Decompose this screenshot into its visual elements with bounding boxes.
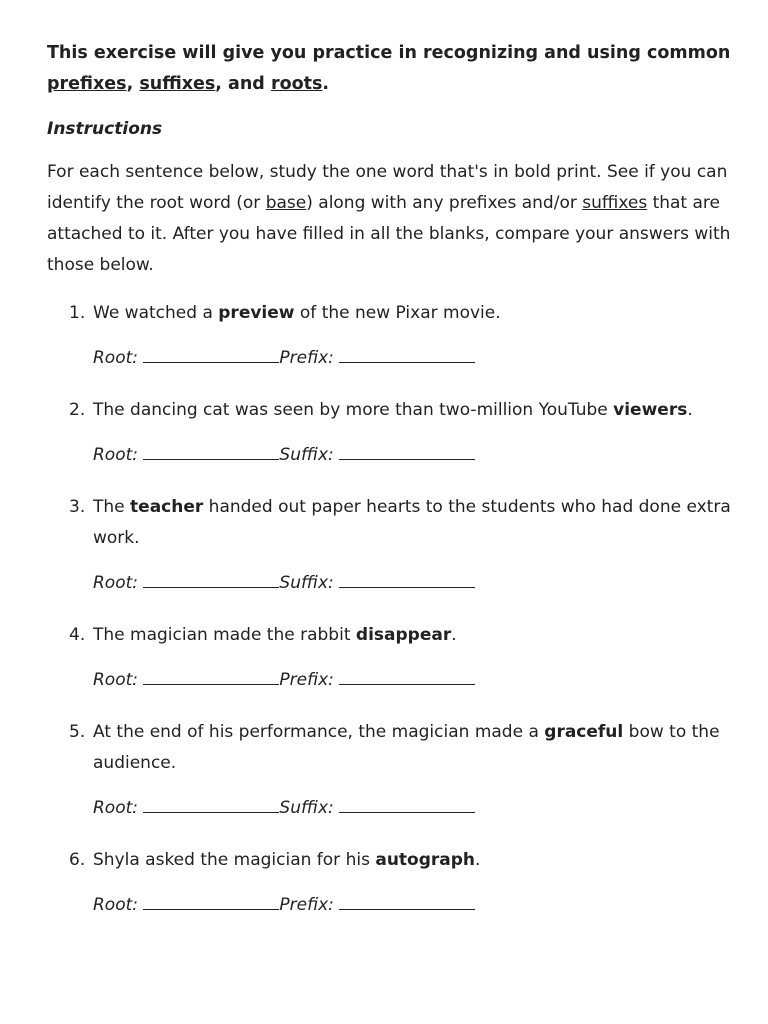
sentence-text-end: . [451, 625, 457, 645]
item-number: 2. [69, 400, 86, 420]
item-sentence [93, 298, 737, 329]
sentence-text-end: . [475, 850, 481, 870]
suffix-label: Suffix: [279, 573, 334, 593]
answer-line [93, 443, 737, 467]
root-label: Root: [93, 895, 139, 915]
sentence-text: At the end of his performance, the magician made a [93, 722, 545, 742]
suffixes-link-2[interactable]: suffixes [582, 193, 648, 213]
instructions-heading: Instructions [47, 119, 163, 139]
root-label: Root: [93, 445, 139, 465]
root-blank[interactable] [143, 796, 279, 813]
item-sentence [93, 845, 737, 876]
suffix-blank[interactable] [339, 796, 475, 813]
item-sentence [93, 492, 737, 554]
answer-line [93, 571, 737, 595]
root-label: Root: [93, 573, 139, 593]
intro-text: This exercise will give you practice in recognizing and using common [47, 43, 731, 63]
sentence-text: We watched a [93, 303, 219, 323]
prefixes-link[interactable]: prefixes [47, 74, 127, 94]
suffix-blank[interactable] [339, 443, 475, 460]
prefix-label: Prefix: [279, 670, 334, 690]
exercise-list [47, 298, 737, 917]
item-sentence [93, 717, 737, 779]
sentence-text: Shyla asked the magician for his [93, 850, 376, 870]
prefix-blank[interactable] [339, 893, 475, 910]
prefix-blank[interactable] [339, 668, 475, 685]
worksheet-page [47, 38, 737, 942]
root-blank[interactable] [143, 668, 279, 685]
answer-line [93, 668, 737, 692]
roots-link[interactable]: roots [270, 74, 323, 94]
suffix-label: Suffix: [279, 445, 334, 465]
exercise-item [47, 395, 737, 467]
sentence-text: The magician made the rabbit [93, 625, 356, 645]
bold-word: preview [218, 303, 295, 323]
suffixes-link[interactable]: suffixes [139, 74, 216, 94]
exercise-item [47, 492, 737, 595]
answer-line [93, 346, 737, 370]
instructions-paragraph [47, 157, 737, 281]
root-blank[interactable] [143, 571, 279, 588]
prefix-label: Prefix: [279, 895, 334, 915]
item-sentence [93, 395, 737, 426]
sentence-text-end: . [687, 400, 693, 420]
item-number: 4. [69, 625, 86, 645]
item-number: 6. [69, 850, 86, 870]
exercise-item [47, 620, 737, 692]
suffix-label: Suffix: [279, 798, 334, 818]
sentence-text: The [93, 497, 131, 517]
intro-paragraph [47, 38, 737, 100]
bold-word: graceful [544, 722, 624, 742]
sentence-text-end: of the new Pixar movie. [294, 303, 501, 323]
answer-line [93, 893, 737, 917]
root-blank[interactable] [143, 443, 279, 460]
answer-line [93, 796, 737, 820]
item-number: 1. [69, 303, 86, 323]
intro-separator-2: , and [215, 74, 271, 94]
exercise-item [47, 298, 737, 370]
exercise-item [47, 845, 737, 917]
instructions-text-2: ) along with any prefixes and/or [306, 193, 583, 213]
base-link[interactable]: base [265, 193, 307, 213]
suffix-blank[interactable] [339, 571, 475, 588]
sentence-text-end: handed out paper hearts to the students who had done extra work. [93, 497, 731, 548]
bold-word: teacher [130, 497, 204, 517]
item-number: 3. [69, 497, 86, 517]
root-label: Root: [93, 670, 139, 690]
bold-word: viewers [613, 400, 688, 420]
sentence-text-end: bow to the audience. [93, 722, 720, 773]
root-blank[interactable] [143, 893, 279, 910]
instructions-text-3: that are attached to it. After you have filled in all the blanks, compare your answers with those below. [47, 193, 731, 275]
item-sentence [93, 620, 737, 651]
intro-end: . [322, 74, 330, 94]
bold-word: disappear [355, 625, 452, 645]
sentence-text: The dancing cat was seen by more than two-million YouTube [93, 400, 614, 420]
intro-separator-1: , [126, 74, 140, 94]
exercise-item [47, 717, 737, 820]
prefix-label: Prefix: [279, 348, 334, 368]
root-blank[interactable] [143, 346, 279, 363]
instructions-text-1: For each sentence below, study the one word that's in bold print. See if you can identify the root word (or [47, 162, 728, 213]
item-number: 5. [69, 722, 86, 742]
bold-word: autograph [375, 850, 476, 870]
prefix-blank[interactable] [339, 346, 475, 363]
root-label: Root: [93, 798, 139, 818]
root-label: Root: [93, 348, 139, 368]
